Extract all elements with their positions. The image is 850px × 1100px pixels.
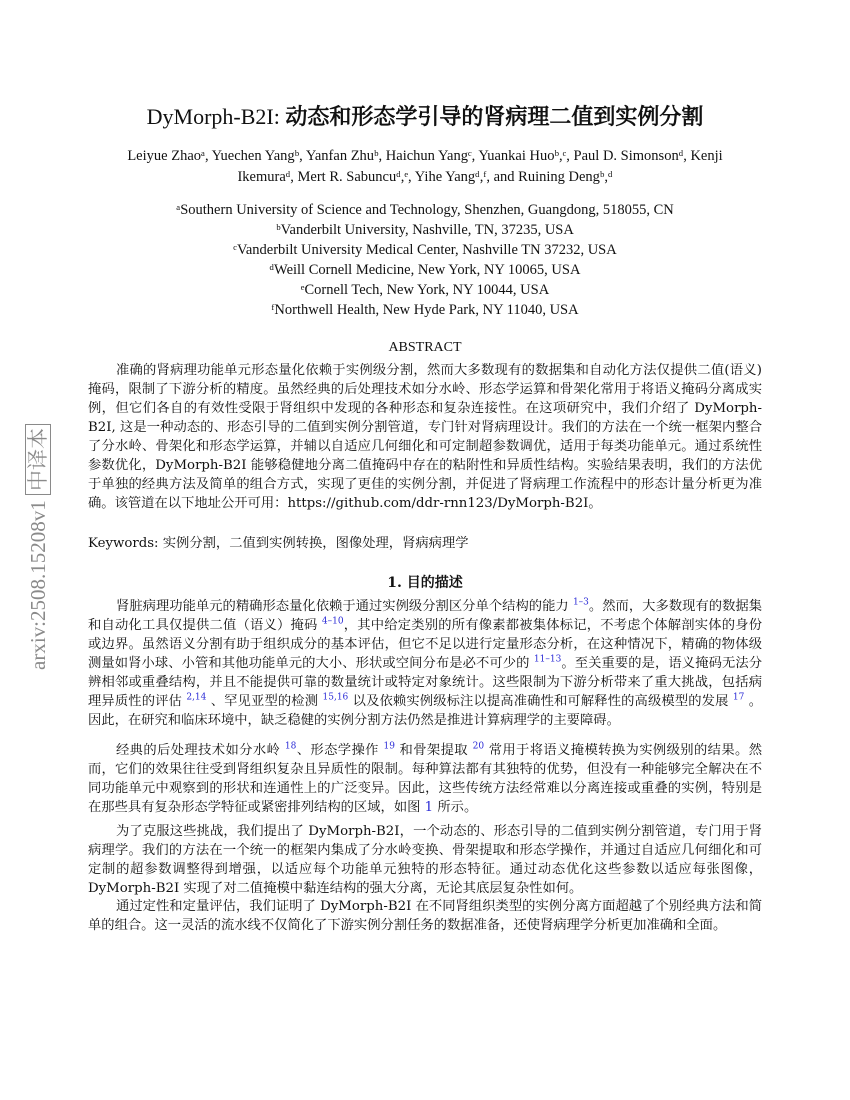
- citation-link[interactable]: 2,14: [186, 692, 207, 703]
- arxiv-id: arxiv:2508.15208v1: [26, 500, 50, 670]
- paragraph-1: 肾脏病理功能单元的精确形态量化依赖于通过实例级分割区分单个结构的能力 $^{1-3}$。然而，大多数现有的数据集和自动化工具仅提供二值（语义）掩码 $^{4-10}$，其中给定类别的所有像素都被集体标记，不考虑个体解剖实体的身份或边界。虽然语义分割有助于组织成分的基本评估，但它不足以进行定量形态分析，在这种情况下，精确的物体级测量如肾小球、小管和其他功能单元的大小、形状或空间分布是必不可少的 $^{11-13}$。至关重要的是，语义掩码无法分辨相邻或重叠结构，并且不能提供可靠的数量统计或特定对象统计。这些限制为下游分析带来了重大挑战，包括病理异质性的评估 $^{2,14}$ 、罕见亚型的检测 $^{15,16}$ 以及依赖实例级标注以提高准确性和可解释性的高级模型的发展 $^{17}$ 。因此，在研究和临床环境中，缺乏稳健的实例分割方法仍然是推进计算病理学的主要障碍。: [88, 597, 763, 728]
- title-en: DyMorph-B2I:: [146, 104, 280, 129]
- abstract-text: 准确的肾病理功能单元形态量化依赖于实例级分割，然而大多数现有的数据集和自动化方法仅提供二值(语义)掩码，限制了下游分析的精度。虽然经典的后处理技术如分水岭、形态学运算和骨架化常用于将语义掩码分离成实例，但它们各自的有效性受限于肾组织中发现的各种形态和复杂连接性。在这项研究中，我们介绍了 DyMorph-B2I, 这是一种动态的、形态引导的二值到实例分割管道，专门针对肾病理设计。我们的方法在一个统一框架内整合了分水岭、骨架化和形态学运算，并辅以自适应几何细化和可定制超参数调优，适用于每类功能单元。通过系统性参数优化，DyMorph-B2I 能够稳健地分离二值掩码中存在的粘附性和异质性结构。实验结果表明，我们的方法优于单独的经典方法及简单的组合方式，实现了更佳的实例分割，并促进了肾病理工作流程中的形态计量分析更为准确。该管道在以下地址公开可用：https://github.com/ddr-rnn123/DyMorph-B2I。: [88, 363, 762, 511]
- citation-link[interactable]: 19: [383, 741, 395, 752]
- citation-link[interactable]: 1–3: [572, 597, 589, 608]
- abstract-heading: ABSTRACT: [388, 340, 462, 355]
- author-list: Leiyue Zhaoᵃ, Yuechen Yangᵇ, Yanfan Zhuᵇ, Haichun Yangᶜ, Yuankai Huoᵇ,ᶜ, Paul D. Simonsonᵈ, Kenji Ikemuraᵈ, Mert R. Sabuncuᵈ,ᵉ, Yihe Yangᵈ,ᶠ, and Ruining Dengᵇ,ᵈ: [127, 148, 723, 185]
- affiliation: ᵉCornell Tech, New York, NY 10044, USA: [300, 282, 550, 298]
- citation-link[interactable]: 4–10: [321, 616, 344, 627]
- section-heading: 1. 目的描述: [387, 575, 463, 591]
- title-zh: 动态和形态学引导的肾病理二值到实例分割: [285, 104, 704, 129]
- citation-link[interactable]: 18: [284, 741, 297, 752]
- arxiv-stamp: [22, 392, 52, 702]
- affiliation: ᶜVanderbilt University Medical Center, Nashville TN 37232, USA: [233, 242, 617, 258]
- paragraph-2: 经典的后处理技术如分水岭 $^{18}$、形态学操作 $^{19}$ 和骨架提取 $^{20}$ 常用于将语义掩模转换为实例级别的结果。然而，它们的效果往往受到肾组织复杂且异质性的限制。每种算法都有其独特的优势，但没有一种能够完全解决在不同功能单元中观察到的形状和连通性上的广泛变异。因此，这些传统方法经常难以分离连接或重叠的实例，特别是在那些具有复杂形态学特征或紧密排列结构的区域，如图 1 所示。: [88, 741, 763, 815]
- figure-link[interactable]: 1: [424, 800, 434, 815]
- translation-badge: 中译本: [25, 424, 51, 495]
- affiliations: [0, 200, 850, 320]
- affiliation: ᵃSouthern University of Science and Technology, Shenzhen, Guangdong, 518055, CN: [176, 202, 674, 218]
- paragraph-4: 通过定性和定量评估，我们证明了 DyMorph-B2I 在不同肾组织类型的实例分离方面超越了个别经典方法和简单的组合。这一灵活的流水线不仅简化了下游实例分割任务的数据准备，还使肾病理学分析更加准确和全面。: [88, 899, 762, 933]
- citation-link[interactable]: 15,16: [322, 692, 349, 703]
- citation-link[interactable]: 17: [732, 692, 745, 703]
- keywords: Keywords: 实例分割，二值到实例转换，图像处理，肾病病理学: [88, 536, 469, 551]
- affiliation: ᶠNorthwell Health, New Hyde Park, NY 11040, USA: [271, 302, 579, 318]
- paragraph-3: 为了克服这些挑战，我们提出了 DyMorph-B2I，一个动态的、形态引导的二值到实例分割管道，专门用于肾病理学。我们的方法在一个统一的框架内集成了分水岭变换、骨架提取和形态学操作，并通过自适应几何细化和可定制的超参数调整得到增强，以适应每个功能单元独特的形态特征。通过动态优化这些参数以适应每张图像，DyMorph-B2I 实现了对二值掩模中黏连结构的强大分离，无论其底层复杂性如何。: [88, 824, 762, 896]
- citation-link[interactable]: 20: [472, 741, 485, 752]
- affiliation: ᵇVanderbilt University, Nashville, TN, 37235, USA: [276, 222, 574, 238]
- citation-link[interactable]: 11–13: [533, 654, 562, 665]
- paper-title: [0, 100, 850, 131]
- affiliation: ᵈWeill Cornell Medicine, New York, NY 10065, USA: [269, 262, 581, 278]
